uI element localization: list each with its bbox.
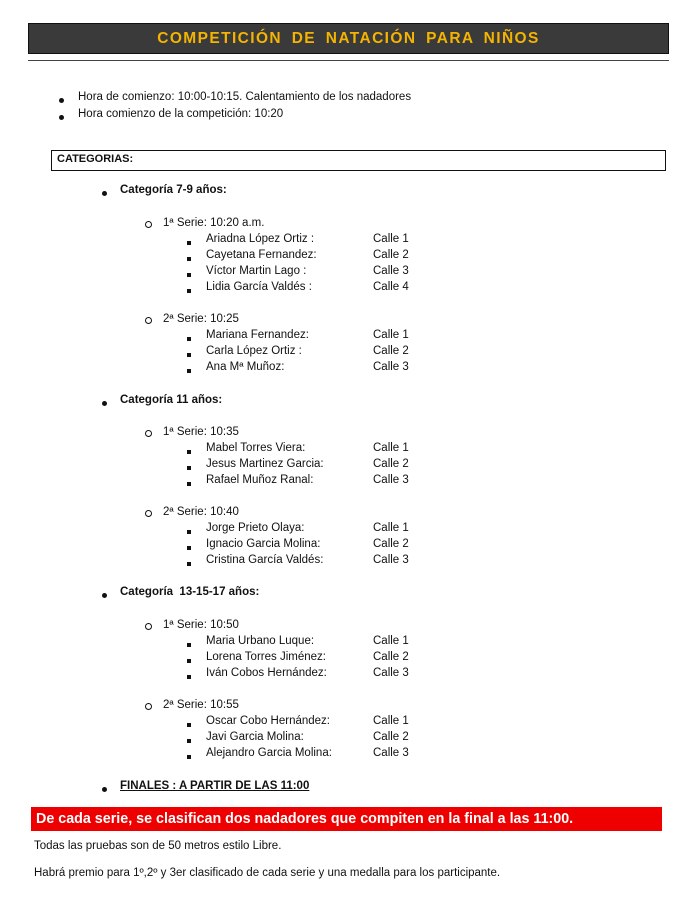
bullet-circle-icon <box>145 622 152 632</box>
bullet-square-icon <box>187 655 191 665</box>
swimmer-name: Lorena Torres Jiménez: <box>206 651 326 663</box>
swimmer-lane: Calle 2 <box>373 345 409 357</box>
swimmer-name: Mabel Torres Viera: <box>206 442 306 454</box>
categories-header: CATEGORIAS: <box>51 150 666 171</box>
title-rule <box>28 60 669 61</box>
swimmer-lane: Calle 3 <box>373 747 409 759</box>
swimmer-name: Cayetana Fernandez: <box>206 249 317 261</box>
intro-line: Hora comienzo de la competición: 10:20 <box>78 108 284 120</box>
swimmer-name: Jesus Martinez Garcia: <box>206 458 324 470</box>
swimmer-lane: Calle 2 <box>373 538 409 550</box>
swimmer-name: Maria Urbano Luque: <box>206 635 315 647</box>
title-bar <box>28 23 669 54</box>
intro-line: Hora de comienzo: 10:00-10:15. Calentamiento de los nadadores <box>78 91 412 103</box>
bullet-circle-icon <box>145 702 152 712</box>
series-label: 2ª Serie: 10:55 <box>163 699 239 711</box>
swimmer-lane: Calle 2 <box>373 651 409 663</box>
swimmer-name: Ignacio Garcia Molina: <box>206 538 321 550</box>
bullet-square-icon <box>187 639 191 649</box>
swimmer-lane: Calle 1 <box>373 635 409 647</box>
bullet-square-icon <box>187 285 191 295</box>
category-label: Categoría 11 años: <box>120 394 223 406</box>
series-label: 2ª Serie: 10:25 <box>163 313 239 325</box>
swimmer-lane: Calle 4 <box>373 281 409 293</box>
swimmer-name: Javi Garcia Molina: <box>206 731 304 743</box>
bullet-square-icon <box>187 365 191 375</box>
bullet-dot-icon <box>59 95 64 105</box>
swimmer-lane: Calle 2 <box>373 458 409 470</box>
bullet-square-icon <box>187 719 191 729</box>
bullet-dot-icon <box>102 188 107 198</box>
swimmer-lane: Calle 1 <box>373 442 409 454</box>
highlight-text: De cada serie, se clasifican dos nadadores que compiten en la final a las 11:00. <box>36 811 574 827</box>
bullet-square-icon <box>187 269 191 279</box>
series-label: 1ª Serie: 10:50 <box>163 619 239 631</box>
bullet-square-icon <box>187 349 191 359</box>
bullet-square-icon <box>187 237 191 247</box>
bullet-square-icon <box>187 558 191 568</box>
swimmer-lane: Calle 1 <box>373 233 409 245</box>
bullet-dot-icon <box>102 784 107 794</box>
swimmer-lane: Calle 2 <box>373 731 409 743</box>
bullet-circle-icon <box>145 220 152 230</box>
swimmer-lane: Calle 3 <box>373 361 409 373</box>
swimmer-name: Rafael Muñoz Ranal: <box>206 474 314 486</box>
series-label: 1ª Serie: 10:35 <box>163 426 239 438</box>
bullet-circle-icon <box>145 509 152 519</box>
bullet-square-icon <box>187 751 191 761</box>
swimmer-name: Alejandro Garcia Molina: <box>206 747 332 759</box>
swimmer-name: Iván Cobos Hernández: <box>206 667 327 679</box>
category-label: Categoría 13-15-17 años: <box>120 586 260 598</box>
swimmer-name: Cristina García Valdés: <box>206 554 324 566</box>
bullet-square-icon <box>187 253 191 263</box>
swimmer-lane: Calle 1 <box>373 522 409 534</box>
bullet-square-icon <box>187 446 191 456</box>
bullet-dot-icon <box>102 398 107 408</box>
swimmer-name: Oscar Cobo Hernández: <box>206 715 331 727</box>
swimmer-lane: Calle 3 <box>373 667 409 679</box>
highlight-banner <box>31 807 662 831</box>
bullet-square-icon <box>187 735 191 745</box>
finals-label: FINALES : A PARTIR DE LAS 11:00 <box>120 780 310 792</box>
swimmer-lane: Calle 3 <box>373 265 409 277</box>
swimmer-name: Mariana Fernandez: <box>206 329 309 341</box>
series-label: 1ª Serie: 10:20 a.m. <box>163 217 265 229</box>
note-line: Habrá premio para 1º,2º y 3er clasificado de cada serie y una medalla para los participante. <box>34 867 501 879</box>
bullet-dot-icon <box>59 112 64 122</box>
category-label: Categoría 7-9 años: <box>120 184 227 196</box>
swimmer-name: Jorge Prieto Olaya: <box>206 522 305 534</box>
bullet-circle-icon <box>145 316 152 326</box>
bullet-square-icon <box>187 462 191 472</box>
swimmer-name: Ana Mª Muñoz: <box>206 361 285 373</box>
swimmer-name: Lidia García Valdés : <box>206 281 312 293</box>
swimmer-lane: Calle 3 <box>373 554 409 566</box>
bullet-dot-icon <box>102 590 107 600</box>
bullet-square-icon <box>187 542 191 552</box>
bullet-circle-icon <box>145 429 152 439</box>
note-line: Todas las pruebas son de 50 metros estilo Libre. <box>34 840 282 852</box>
swimmer-name: Víctor Martin Lago : <box>206 265 307 277</box>
bullet-square-icon <box>187 671 191 681</box>
swimmer-name: Ariadna López Ortiz : <box>206 233 315 245</box>
swimmer-lane: Calle 2 <box>373 249 409 261</box>
swimmer-lane: Calle 1 <box>373 329 409 341</box>
bullet-square-icon <box>187 526 191 536</box>
series-label: 2ª Serie: 10:40 <box>163 506 239 518</box>
swimmer-name: Carla López Ortiz : <box>206 345 302 357</box>
bullet-square-icon <box>187 333 191 343</box>
bullet-square-icon <box>187 478 191 488</box>
swimmer-lane: Calle 3 <box>373 474 409 486</box>
swimmer-lane: Calle 1 <box>373 715 409 727</box>
page-title: COMPETICIÓN DE NATACIÓN PARA NIÑOS <box>157 29 540 47</box>
